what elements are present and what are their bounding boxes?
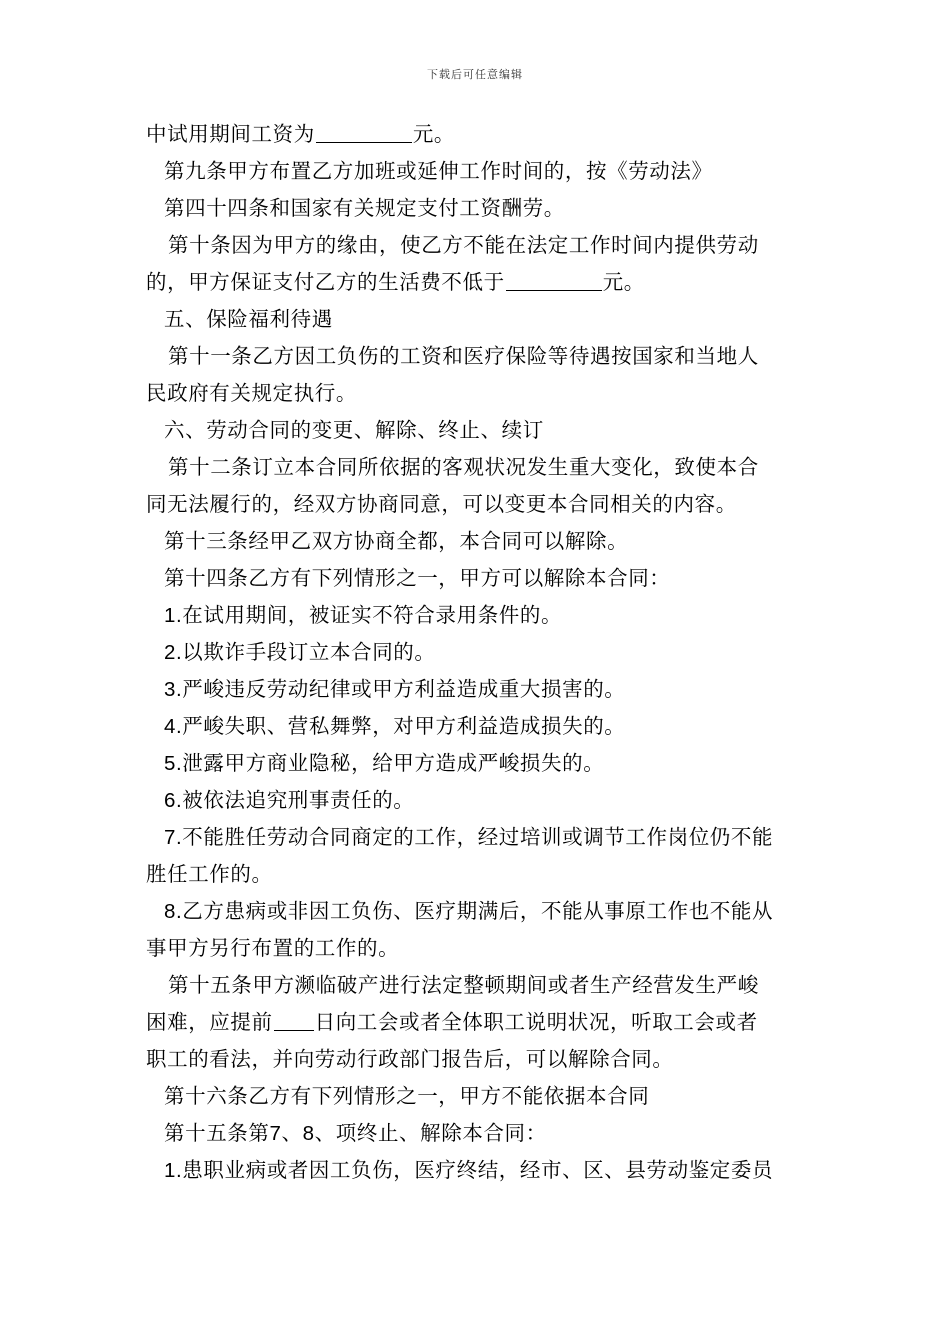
line-text: 泄露甲方商业隐秘，给甲方造成严峻损失的。 (182, 751, 605, 775)
item-number: 1. (164, 604, 183, 627)
line-text: 、 (281, 1121, 303, 1145)
text-line (146, 1152, 816, 1189)
text-line (146, 745, 816, 782)
text-line (146, 153, 816, 190)
line-text: 、项终止、解除本合同： (314, 1121, 547, 1145)
text-line (146, 449, 816, 486)
fill-in-blank (316, 120, 412, 143)
text-line (146, 301, 816, 338)
text-line (146, 375, 816, 412)
line-text: 第四十四条和国家有关规定支付工资酬劳。 (164, 196, 565, 220)
text-line (146, 1078, 816, 1115)
text-line (146, 782, 816, 819)
line-text: 第十四条乙方有下列情形之一，甲方可以解除本合同： (164, 566, 671, 590)
item-number: 1. (164, 1159, 183, 1182)
text-line (146, 486, 816, 523)
line-text: 民政府有关规定执行。 (146, 381, 357, 405)
fill-in-blank (506, 268, 602, 291)
line-text: 第九条甲方布置乙方加班或延伸工作时间的，按《劳动法》 (164, 159, 713, 183)
text-line (146, 671, 816, 708)
text-line (146, 1041, 816, 1078)
text-line (146, 227, 816, 264)
text-line (146, 930, 816, 967)
text-line (146, 523, 816, 560)
line-text: 元。 (602, 270, 645, 294)
line-text: 第十条因为甲方的缘由，使乙方不能在法定工作时间内提供劳动 (168, 233, 759, 257)
line-text: 第十二条订立本合同所依据的客观状况发生重大变化，致使本合 (168, 455, 759, 479)
line-text: 第十一条乙方因工负伤的工资和医疗保险等待遇按国家和当地人 (168, 344, 759, 368)
fill-in-blank (274, 1008, 314, 1031)
text-line (146, 967, 816, 1004)
line-text: 职工的看法，并向劳动行政部门报告后，可以解除合同。 (146, 1047, 674, 1071)
line-text: 被依法追究刑事责任的。 (182, 788, 415, 812)
text-line (146, 856, 816, 893)
item-number: 8 (302, 1122, 315, 1145)
line-text: 在试用期间，被证实不符合录用条件的。 (182, 603, 563, 627)
text-line (146, 412, 816, 449)
text-line (146, 708, 816, 745)
line-text: 中试用期间工资为 (146, 122, 315, 146)
text-line (146, 1004, 816, 1041)
item-number: 4. (164, 715, 183, 738)
line-text: 胜任工作的。 (146, 862, 273, 886)
line-text: 以欺诈手段订立本合同的。 (182, 640, 436, 664)
line-text: 五、保险福利待遇 (164, 307, 333, 331)
line-text: 同无法履行的，经双方协商同意，可以变更本合同相关的内容。 (146, 492, 737, 516)
line-text: 第十五条甲方濒临破产进行法定整顿期间或者生产经营发生严峻 (168, 973, 759, 997)
line-text: 六、劳动合同的变更、解除、终止、续订 (164, 418, 544, 442)
line-text: 患职业病或者因工负伤，医疗终结，经市、区、县劳动鉴定委员 (182, 1158, 774, 1182)
text-line (146, 1115, 816, 1152)
text-line (146, 634, 816, 671)
text-line (146, 893, 816, 930)
line-text: 第十五条第 (164, 1121, 270, 1145)
item-number: 7 (269, 1122, 282, 1145)
item-number: 6. (164, 789, 183, 812)
line-text: 困难，应提前 (146, 1010, 273, 1034)
line-text: 严峻违反劳动纪律或甲方利益造成重大损害的。 (182, 677, 626, 701)
text-line (146, 338, 816, 375)
document-body (146, 116, 816, 1189)
line-text: 严峻失职、营私舞弊，对甲方利益造成损失的。 (182, 714, 626, 738)
text-line (146, 116, 816, 153)
text-line (146, 819, 816, 856)
line-text: 第十六条乙方有下列情形之一，甲方不能依据本合同 (164, 1084, 650, 1108)
line-text: 元。 (412, 122, 456, 146)
item-number: 3. (164, 678, 183, 701)
line-text: 乙方患病或非因工负伤、医疗期满后，不能从事原工作也不能从 (182, 899, 774, 923)
item-number: 2. (164, 641, 183, 664)
item-number: 7. (164, 826, 183, 849)
line-text: 不能胜任劳动合同商定的工作，经过培训或调节工作岗位仍不能 (182, 825, 774, 849)
text-line (146, 597, 816, 634)
line-text: 事甲方另行布置的工作的。 (146, 936, 400, 960)
line-text: 第十三条经甲乙双方协商全都，本合同可以解除。 (164, 529, 629, 553)
text-line (146, 190, 816, 227)
item-number: 5. (164, 752, 183, 775)
page-header: 下载后可任意编辑 (427, 68, 523, 81)
line-text: 的，甲方保证支付乙方的生活费不低于 (146, 270, 505, 294)
item-number: 8. (164, 900, 183, 923)
text-line (146, 560, 816, 597)
text-line (146, 264, 816, 301)
line-text: 日向工会或者全体职工说明状况，听取工会或者 (314, 1010, 758, 1034)
